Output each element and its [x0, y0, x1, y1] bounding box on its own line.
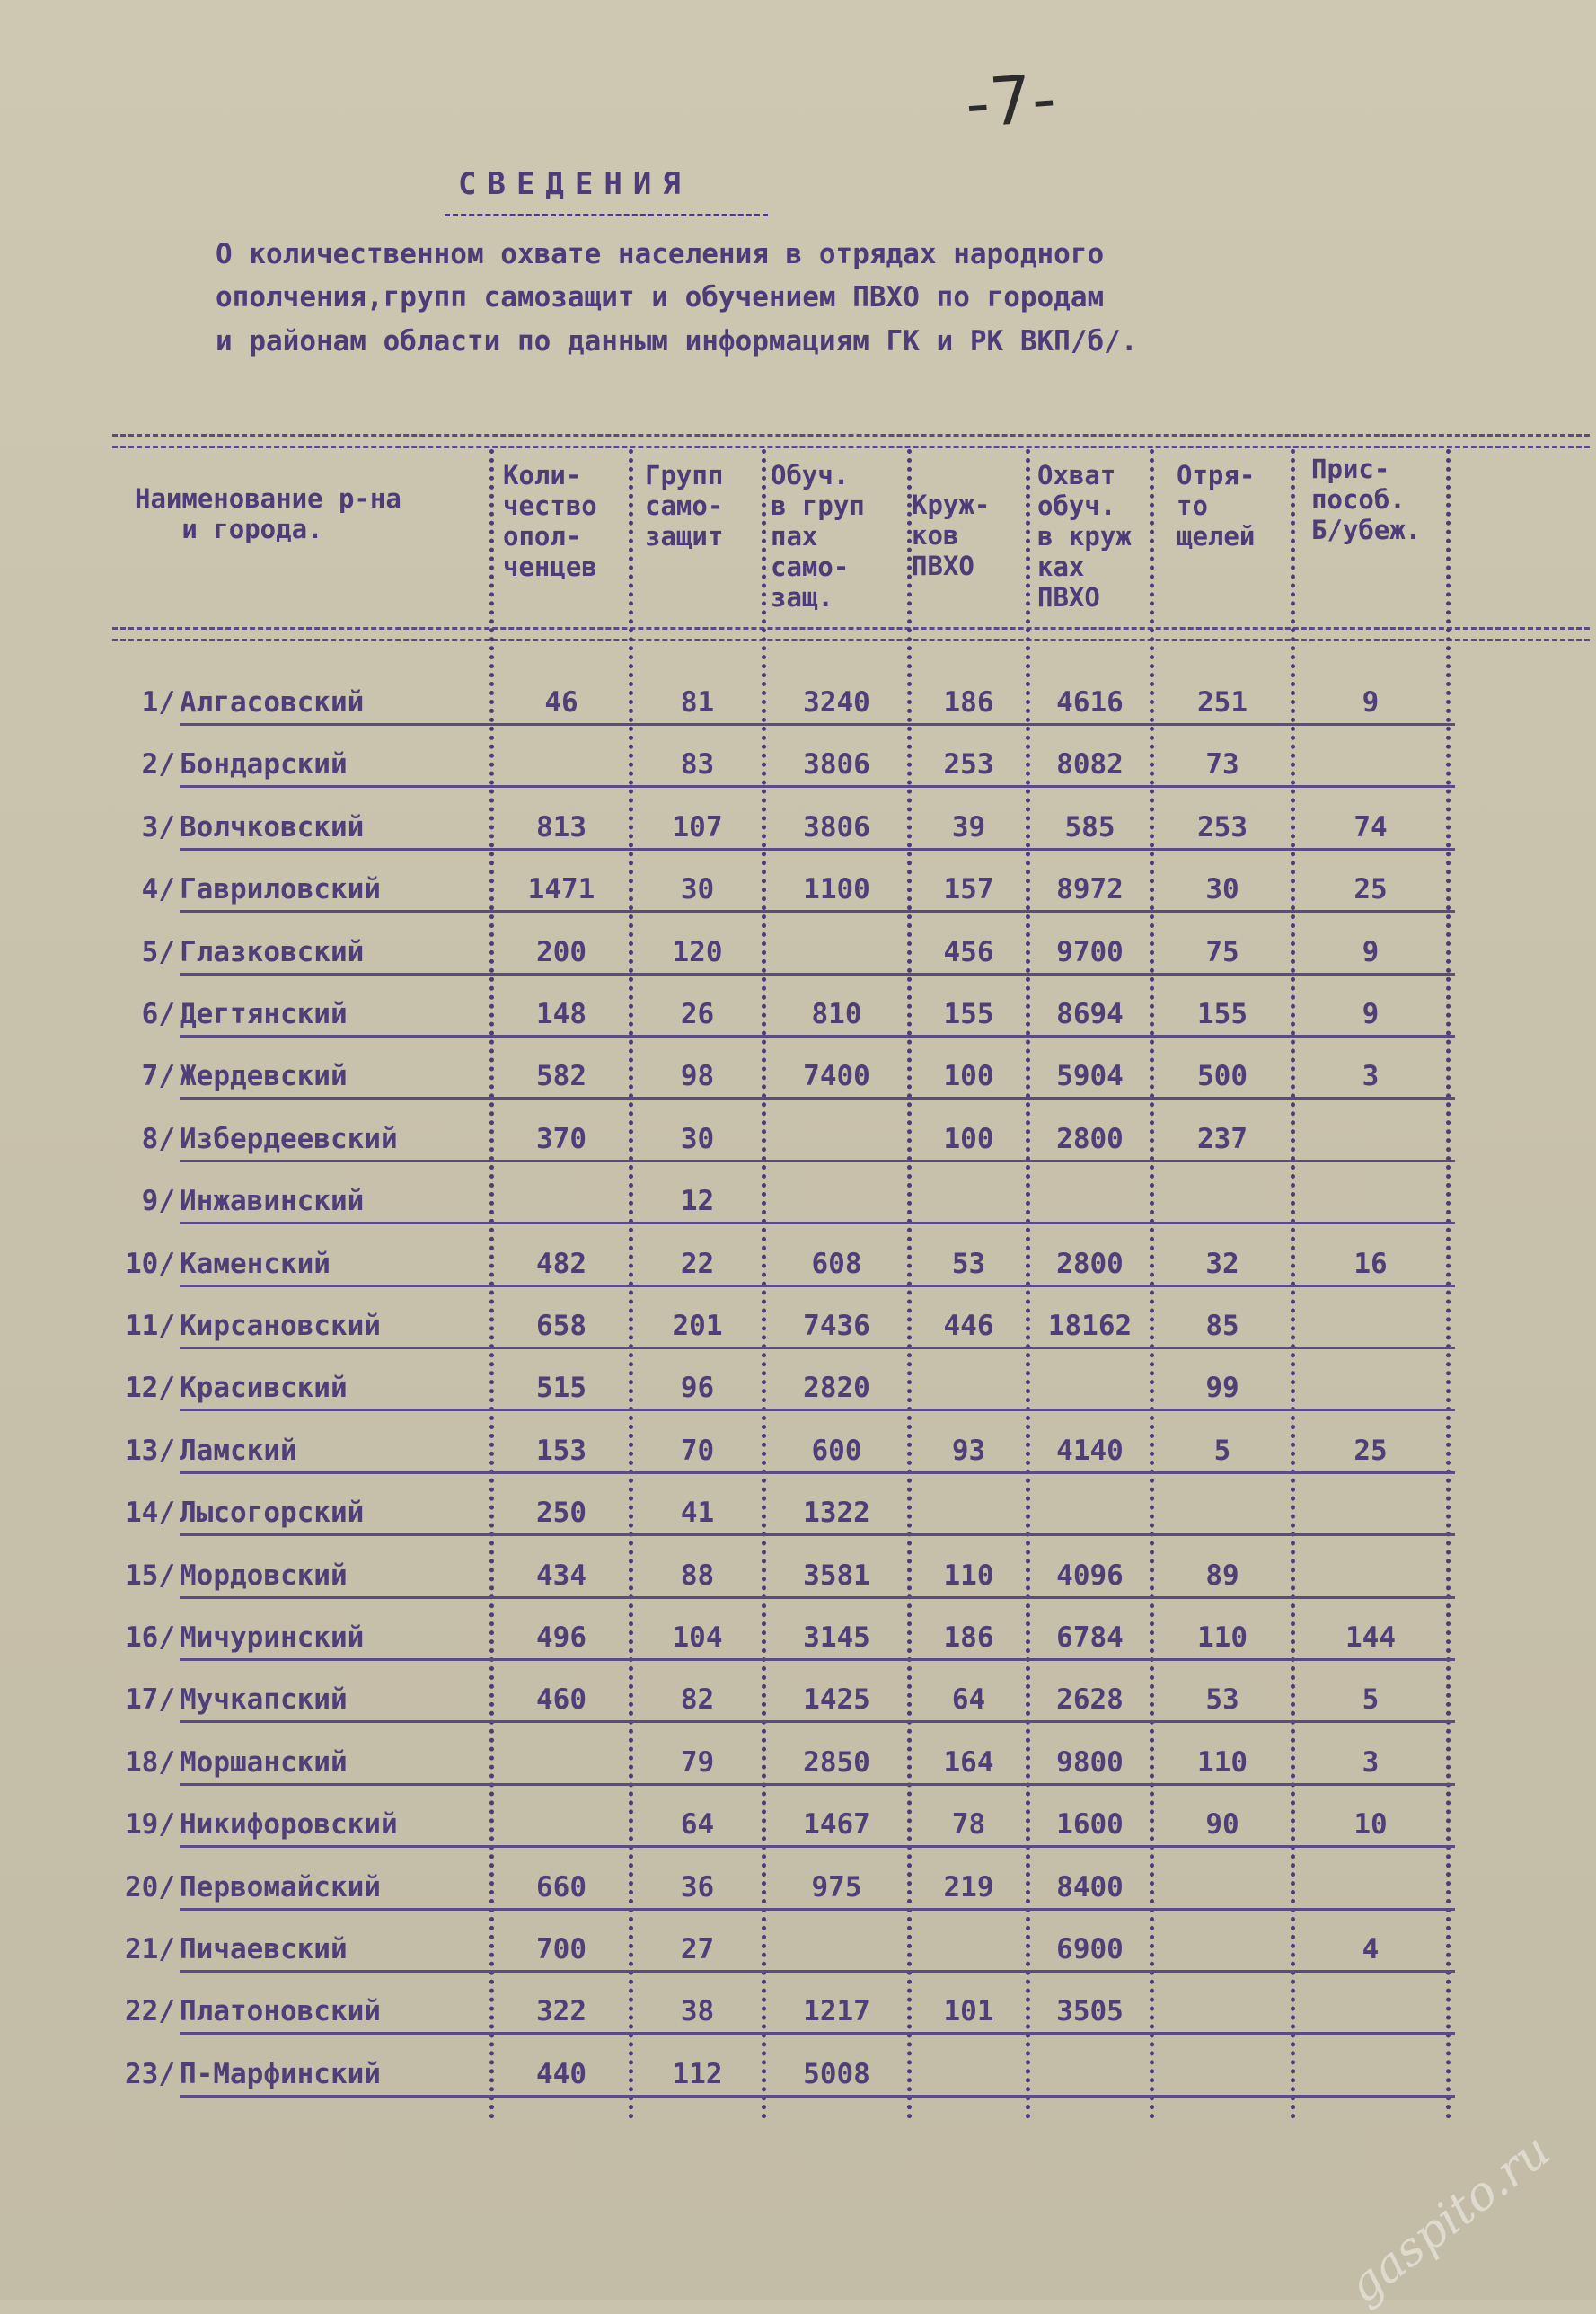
table-cell: 110 [1197, 1621, 1248, 1654]
row-leader-line [180, 785, 1455, 788]
header-militia-count: Коли- чество опол- ченцев [503, 460, 597, 582]
table-cell: 53 [1205, 1683, 1239, 1716]
table-cell: 9 [1362, 686, 1380, 719]
district-name: Никифоровский [180, 1808, 398, 1841]
row-leader-line [180, 1596, 1455, 1599]
table-cell: 25 [1354, 1435, 1388, 1467]
table-cell: 8972 [1056, 873, 1124, 905]
table-cell: 38 [680, 1995, 715, 2027]
row-leader-line [180, 1845, 1455, 1848]
table-row [0, 870, 1596, 923]
row-leader-line [180, 1970, 1455, 1973]
row-leader-line [180, 723, 1455, 726]
table-cell: 251 [1197, 686, 1248, 719]
row-number: 13/ [125, 1435, 175, 1467]
table-cell: 253 [1197, 811, 1248, 843]
table-cell: 186 [943, 686, 994, 719]
subtitle-line-3: и районам области по данным информациям ГК и РК ВКП/б/. [216, 325, 1138, 358]
table-cell: 434 [536, 1559, 586, 1592]
table-cell: 79 [680, 1746, 715, 1779]
table-cell: 153 [536, 1435, 586, 1467]
table-cell: 36 [680, 1871, 715, 1903]
row-leader-line [180, 1222, 1455, 1224]
header-trained-in-groups: Обуч. в груп пах само- защ. [771, 460, 865, 613]
row-leader-line [180, 1658, 1455, 1661]
header-circle-coverage: Охват обуч. в круж ках ПВХО [1037, 460, 1132, 613]
table-cell: 5 [1213, 1435, 1231, 1467]
table-cell: 460 [536, 1683, 586, 1716]
table-cell: 83 [680, 748, 715, 781]
table-cell: 100 [943, 1123, 994, 1155]
table-row [0, 1493, 1596, 1547]
table-cell: 201 [672, 1310, 723, 1342]
table-cell: 370 [536, 1123, 586, 1155]
district-name: Дегтянский [180, 998, 348, 1030]
table-row [0, 808, 1596, 861]
table-cell: 1322 [803, 1497, 870, 1529]
table-row [0, 932, 1596, 986]
row-number: 20/ [125, 1871, 175, 1903]
table-row [0, 1805, 1596, 1859]
table-cell: 64 [951, 1683, 986, 1716]
table-cell: 7436 [803, 1310, 870, 1342]
table-cell: 1471 [527, 873, 595, 905]
district-name: Красивский [180, 1372, 348, 1404]
row-number: 9/ [141, 1185, 175, 1217]
row-leader-line [180, 1097, 1455, 1100]
table-cell: 700 [536, 1933, 586, 1965]
table-row [0, 1056, 1596, 1110]
district-name: Первомайский [180, 1871, 381, 1903]
table-cell: 600 [811, 1435, 862, 1467]
table-cell: 1217 [803, 1995, 870, 2027]
table-cell: 608 [811, 1248, 862, 1280]
table-cell: 18162 [1047, 1310, 1133, 1342]
district-name: Каменский [180, 1248, 331, 1280]
table-cell: 155 [943, 998, 994, 1030]
district-name: Инжавинский [180, 1185, 365, 1217]
table-cell: 3505 [1056, 1995, 1124, 2027]
table-cell: 32 [1205, 1248, 1239, 1280]
table-cell: 6900 [1056, 1933, 1124, 1965]
district-name: Алгасовский [180, 686, 365, 719]
row-number: 6/ [141, 998, 175, 1030]
table-cell: 2628 [1056, 1683, 1124, 1716]
table-cell: 9 [1362, 998, 1380, 1030]
district-name: Гавриловский [180, 873, 381, 905]
table-row [0, 1244, 1596, 1298]
title-underline [445, 214, 768, 216]
row-number: 5/ [141, 936, 175, 968]
table-cell: 4 [1362, 1933, 1380, 1965]
table-row [0, 994, 1596, 1048]
table-cell: 4616 [1056, 686, 1124, 719]
row-leader-line [180, 1035, 1455, 1038]
table-cell: 219 [943, 1871, 994, 1903]
row-number: 14/ [125, 1497, 175, 1529]
row-leader-line [180, 1908, 1455, 1911]
table-cell: 9800 [1056, 1746, 1124, 1779]
watermark: gaspito.ru [1337, 2124, 1561, 2314]
table-cell: 98 [680, 1060, 715, 1092]
table-cell: 2800 [1056, 1123, 1124, 1155]
table-row [0, 1868, 1596, 1921]
table-row [0, 1680, 1596, 1734]
row-leader-line [180, 2095, 1455, 2098]
table-cell: 9700 [1056, 936, 1124, 968]
table-cell: 2800 [1056, 1248, 1124, 1280]
district-name: Избердеевский [180, 1123, 398, 1155]
table-row [0, 1992, 1596, 2045]
table-cell: 1425 [803, 1683, 870, 1716]
table-top-rule [112, 434, 1590, 448]
table-cell: 9 [1362, 936, 1380, 968]
district-name: Глазковский [180, 936, 365, 968]
row-leader-line [180, 973, 1455, 976]
table-cell: 104 [672, 1621, 723, 1654]
row-number: 8/ [141, 1123, 175, 1155]
table-cell: 110 [1197, 1746, 1248, 1779]
row-number: 7/ [141, 1060, 175, 1092]
district-name: П-Марфинский [180, 2058, 381, 2090]
table-row [0, 745, 1596, 799]
header-district-name: Наименование р-на и города. [135, 483, 401, 544]
table-cell: 73 [1205, 748, 1239, 781]
row-leader-line [180, 1720, 1455, 1723]
table-cell: 8400 [1056, 1871, 1124, 1903]
table-row [0, 1306, 1596, 1360]
table-cell: 70 [680, 1435, 715, 1467]
table-cell: 148 [536, 998, 586, 1030]
table-cell: 81 [680, 686, 715, 719]
table-cell: 164 [943, 1746, 994, 1779]
table-row [0, 1368, 1596, 1422]
table-cell: 975 [811, 1871, 862, 1903]
table-cell: 120 [672, 936, 723, 968]
table-cell: 89 [1205, 1559, 1239, 1592]
table-cell: 446 [943, 1310, 994, 1342]
row-number: 10/ [125, 1248, 175, 1280]
table-cell: 16 [1354, 1248, 1388, 1280]
table-cell: 4096 [1056, 1559, 1124, 1592]
table-cell: 157 [943, 873, 994, 905]
table-cell: 3581 [803, 1559, 870, 1592]
table-cell: 250 [536, 1497, 586, 1529]
table-cell: 78 [951, 1808, 986, 1841]
district-name: Мучкапский [180, 1683, 348, 1716]
table-cell: 26 [680, 998, 715, 1030]
table-cell: 515 [536, 1372, 586, 1404]
district-name: Кирсановский [180, 1310, 381, 1342]
table-cell: 322 [536, 1995, 586, 2027]
table-cell: 456 [943, 936, 994, 968]
table-cell: 496 [536, 1621, 586, 1654]
table-cell: 3145 [803, 1621, 870, 1654]
row-number: 18/ [125, 1746, 175, 1779]
row-number: 11/ [125, 1310, 175, 1342]
table-row [0, 1431, 1596, 1485]
table-cell: 30 [680, 1123, 715, 1155]
table-cell: 5904 [1056, 1060, 1124, 1092]
row-number: 15/ [125, 1559, 175, 1592]
row-number: 1/ [141, 686, 175, 719]
district-name: Мичуринский [180, 1621, 365, 1654]
table-cell: 237 [1197, 1123, 1248, 1155]
table-cell: 39 [951, 811, 986, 843]
table-cell: 813 [536, 811, 586, 843]
table-cell: 110 [943, 1559, 994, 1592]
row-leader-line [180, 1783, 1455, 1786]
table-row [0, 1618, 1596, 1672]
row-leader-line [180, 1471, 1455, 1474]
table-cell: 100 [943, 1060, 994, 1092]
page-number: -7- [963, 59, 1059, 144]
table-cell: 253 [943, 748, 994, 781]
row-number: 2/ [141, 748, 175, 781]
table-cell: 25 [1354, 873, 1388, 905]
table-cell: 6784 [1056, 1621, 1124, 1654]
table-row [0, 2054, 1596, 2108]
row-leader-line [180, 2032, 1455, 2035]
table-header-rule [112, 627, 1590, 641]
table-cell: 90 [1205, 1808, 1239, 1841]
table-cell: 93 [951, 1435, 986, 1467]
row-leader-line [180, 1409, 1455, 1411]
row-number: 19/ [125, 1808, 175, 1841]
table-cell: 3240 [803, 686, 870, 719]
row-leader-line [180, 1347, 1455, 1349]
table-cell: 85 [1205, 1310, 1239, 1342]
header-pvho-circles: Круж- ков ПВХО [912, 490, 991, 581]
district-name: Жердевский [180, 1060, 348, 1092]
row-leader-line [180, 848, 1455, 851]
table-cell: 200 [536, 936, 586, 968]
table-cell: 585 [1064, 811, 1115, 843]
table-cell: 75 [1205, 936, 1239, 968]
subtitle-line-2: ополчения,групп самозащит и обучением ПВХО по городам [216, 281, 1105, 314]
table-cell: 99 [1205, 1372, 1239, 1404]
table-cell: 10 [1354, 1808, 1388, 1841]
table-cell: 500 [1197, 1060, 1248, 1092]
district-name: Ламский [180, 1435, 297, 1467]
district-name: Моршанский [180, 1746, 348, 1779]
table-cell: 112 [672, 2058, 723, 2090]
table-cell: 155 [1197, 998, 1248, 1030]
table-cell: 810 [811, 998, 862, 1030]
table-cell: 5008 [803, 2058, 870, 2090]
table-cell: 53 [951, 1248, 986, 1280]
table-cell: 1600 [1056, 1808, 1124, 1841]
document-title: СВЕДЕНИЯ [458, 166, 692, 202]
table-cell: 101 [943, 1995, 994, 2027]
row-number: 17/ [125, 1683, 175, 1716]
district-name: Платоновский [180, 1995, 381, 2027]
header-trenches-dug: Отря- то щелей [1177, 460, 1256, 552]
table-cell: 482 [536, 1248, 586, 1280]
table-cell: 658 [536, 1310, 586, 1342]
table-cell: 186 [943, 1621, 994, 1654]
row-number: 12/ [125, 1372, 175, 1404]
table-row [0, 1930, 1596, 1983]
table-cell: 582 [536, 1060, 586, 1092]
district-name: Лысогорский [180, 1497, 365, 1529]
table-cell: 88 [680, 1559, 715, 1592]
table-cell: 144 [1345, 1621, 1396, 1654]
row-leader-line [180, 1160, 1455, 1162]
table-cell: 440 [536, 2058, 586, 2090]
table-cell: 3806 [803, 748, 870, 781]
district-name: Волчковский [180, 811, 365, 843]
table-row [0, 1556, 1596, 1610]
row-number: 22/ [125, 1995, 175, 2027]
table-cell: 5 [1362, 1683, 1380, 1716]
table-cell: 30 [680, 873, 715, 905]
header-adapted-shelters: Прис- пособ. Б/убеж. [1311, 454, 1422, 545]
table-row [0, 1119, 1596, 1173]
table-cell: 8082 [1056, 748, 1124, 781]
row-number: 3/ [141, 811, 175, 843]
table-row [0, 683, 1596, 737]
table-cell: 64 [680, 1808, 715, 1841]
table-cell: 2850 [803, 1746, 870, 1779]
district-name: Бондарский [180, 748, 348, 781]
table-cell: 4140 [1056, 1435, 1124, 1467]
table-cell: 27 [680, 1933, 715, 1965]
table-cell: 1100 [803, 873, 870, 905]
table-cell: 8694 [1056, 998, 1124, 1030]
table-cell: 96 [680, 1372, 715, 1404]
table-row [0, 1181, 1596, 1235]
row-number: 21/ [125, 1933, 175, 1965]
table-cell: 12 [680, 1185, 715, 1217]
table-row [0, 1743, 1596, 1797]
row-leader-line [180, 1285, 1455, 1287]
row-number: 16/ [125, 1621, 175, 1654]
district-name: Мордовский [180, 1559, 348, 1592]
table-cell: 7400 [803, 1060, 870, 1092]
table-cell: 74 [1354, 811, 1388, 843]
table-cell: 660 [536, 1871, 586, 1903]
table-cell: 30 [1205, 873, 1239, 905]
table-cell: 2820 [803, 1372, 870, 1404]
row-number: 4/ [141, 873, 175, 905]
row-leader-line [180, 910, 1455, 913]
subtitle-line-1: О количественном охвате населения в отрядах народного [216, 238, 1105, 270]
table-cell: 3806 [803, 811, 870, 843]
table-cell: 41 [680, 1497, 715, 1529]
table-cell: 22 [680, 1248, 715, 1280]
row-number: 23/ [125, 2058, 175, 2090]
table-cell: 107 [672, 811, 723, 843]
row-leader-line [180, 1533, 1455, 1536]
table-cell: 3 [1362, 1746, 1380, 1779]
table-cell: 46 [544, 686, 578, 719]
table-cell: 1467 [803, 1808, 870, 1841]
table-cell: 3 [1362, 1060, 1380, 1092]
header-selfdefense-groups: Групп само- защит [645, 460, 724, 552]
table-cell: 82 [680, 1683, 715, 1716]
district-name: Пичаевский [180, 1933, 348, 1965]
